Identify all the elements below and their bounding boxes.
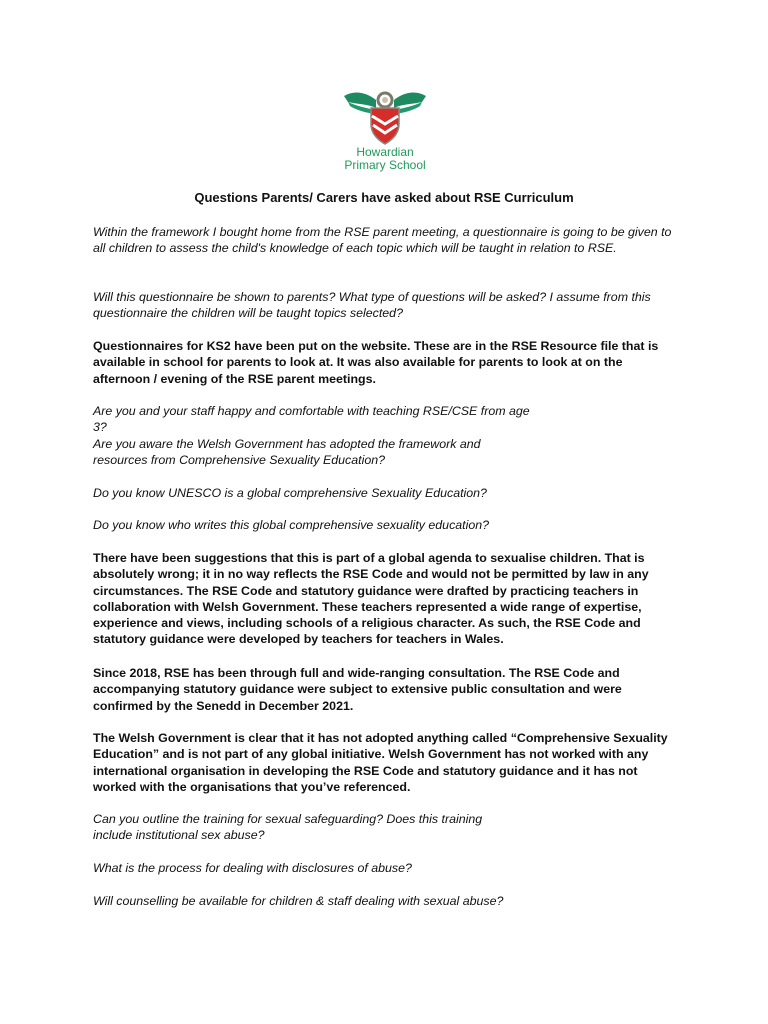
question-paragraph: Are you and your staff happy and comfortable with teaching RSE/CSE from age 3? xyxy=(93,404,530,435)
school-logo xyxy=(340,86,430,172)
question-paragraph: Within the framework I bought home from the RSE parent meeting, a questionnaire is going to be given to all children to assess the child's knowledge of each topic which will be taught in relation to RSE. xyxy=(93,225,672,256)
school-crest-icon xyxy=(340,86,430,146)
answer-paragraph: Questionnaires for KS2 have been put on the website. These are in the RSE Resource file that is available in school for parents to look at. It was also available for parents to look at on the afternoon / evening of the RSE parent meetings. xyxy=(93,339,659,386)
page-title: Questions Parents/ Carers have asked about RSE Curriculum xyxy=(194,190,574,205)
school-name-line1: Howardian xyxy=(356,145,414,159)
question-paragraph: Will this questionnaire be shown to parents? What type of questions will be asked? I assume from this questionnaire the children will be taught topics selected? xyxy=(93,290,651,321)
answer-paragraph: The Welsh Government is clear that it has not adopted anything called “Comprehensive Sexuality Education” and is not part of any global initiative. Welsh Government has not worked with any international organisation in developing the RSE Code and statutory guidance and it has not worked with the organisations that you’ve referenced. xyxy=(93,731,668,794)
question-paragraph: Will counselling be available for children & staff dealing with sexual abuse? xyxy=(93,894,504,908)
answer-paragraph: Since 2018, RSE has been through full and wide-ranging consultation. The RSE Code and accompanying statutory guidance were subject to extensive public consultation and were confirmed by the Senedd in December 2021. xyxy=(93,666,622,713)
question-paragraph: Can you outline the training for sexual safeguarding? Does this training include institutional sex abuse? xyxy=(93,812,483,843)
question-paragraph: Are you aware the Welsh Government has adopted the framework and resources from Comprehensive Sexuality Education? xyxy=(93,437,481,468)
school-name-line2: Primary School xyxy=(344,158,426,172)
question-paragraph: Do you know UNESCO is a global comprehensive Sexuality Education? xyxy=(93,486,487,500)
answer-paragraph: There have been suggestions that this is part of a global agenda to sexualise children. That is absolutely wrong; it in no way reflects the RSE Code and would not be permitted by law in any circumstances. The RSE Code and statutory guidance were drafted by practicing teachers in collaboration with Welsh Government. These teachers represented a wide range of expertise, experience and views, including schools of a religious character. As such, the RSE Code and statutory guidance were developed by teachers for teachers in Wales. xyxy=(93,551,649,647)
question-paragraph: Do you know who writes this global comprehensive sexuality education? xyxy=(93,518,490,532)
question-paragraph: What is the process for dealing with disclosures of abuse? xyxy=(93,861,412,875)
